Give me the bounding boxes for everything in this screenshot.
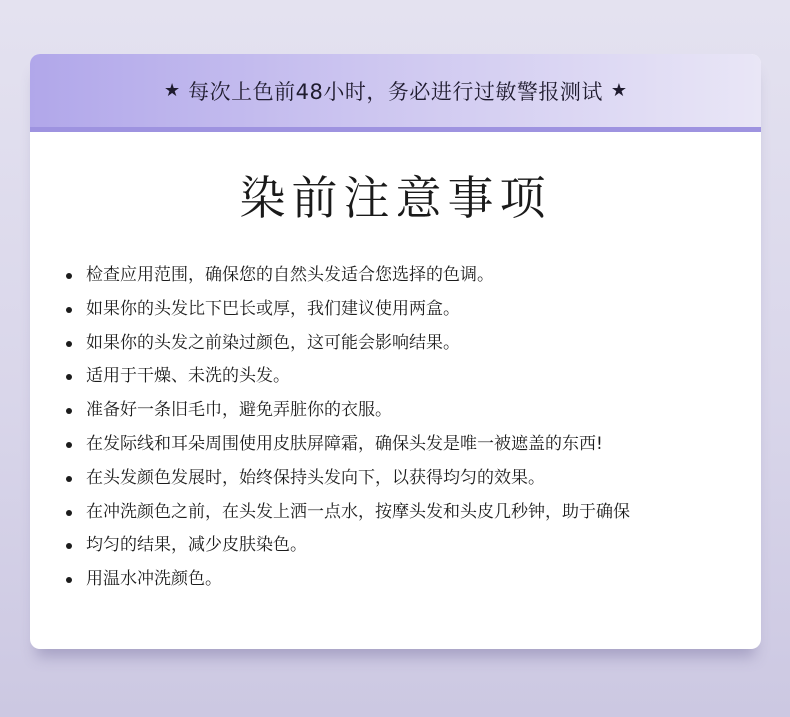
list-item-text: 用温水冲洗颜色。 xyxy=(86,569,222,590)
bullet-icon xyxy=(66,273,72,279)
list-item xyxy=(64,360,630,394)
list-item-text: 在发际线和耳朵周围使用皮肤屏障霜，确保头发是唯一被遮盖的东西! xyxy=(86,433,603,454)
bullet-icon xyxy=(66,510,72,516)
list-item-text: 均匀的结果，减少皮肤染色。 xyxy=(86,535,307,556)
list-item xyxy=(64,259,630,293)
star-icon: ★ xyxy=(163,80,181,101)
list-item-text: 如果你的头发之前染过颜色，这可能会影响结果。 xyxy=(86,332,460,353)
list-item xyxy=(64,394,630,428)
list-item xyxy=(64,462,630,496)
warning-text: 每次上色前48小时，务必进行过敏警报测试 xyxy=(188,79,603,104)
bullet-icon xyxy=(66,543,72,549)
list-item xyxy=(64,428,630,462)
notice-card xyxy=(30,54,761,649)
bullet-icon xyxy=(66,442,72,448)
list-item-text: 在冲洗颜色之前，在头发上洒一点水，按摩头发和头皮几秒钟，助于确保 xyxy=(86,501,630,522)
page-title: 染前注意事项 xyxy=(239,171,552,225)
bullet-icon xyxy=(66,341,72,347)
list-item xyxy=(64,529,630,563)
list-item xyxy=(64,327,630,361)
list-item-text: 检查应用范围，确保您的自然头发适合您选择的色调。 xyxy=(86,265,494,285)
bullet-icon xyxy=(66,374,72,380)
list-item-text: 在头发颜色发展时，始终保持头发向下，以获得均匀的效果。 xyxy=(86,467,545,488)
precautions-list xyxy=(64,259,630,597)
list-item xyxy=(64,496,630,530)
list-item xyxy=(64,293,630,327)
bullet-icon xyxy=(66,577,72,583)
list-item-text: 适用于干燥、未洗的头发。 xyxy=(86,366,290,387)
star-icon: ★ xyxy=(610,80,627,101)
bullet-icon xyxy=(66,476,72,482)
bullet-icon xyxy=(66,408,72,414)
list-item-text: 如果你的头发比下巴长或厚，我们建议使用两盒。 xyxy=(86,298,460,319)
list-item xyxy=(64,563,630,597)
warning-banner xyxy=(30,54,761,132)
bullet-icon xyxy=(66,307,72,313)
list-item-text: 准备好一条旧毛巾，避免弄脏你的衣服。 xyxy=(86,400,392,421)
